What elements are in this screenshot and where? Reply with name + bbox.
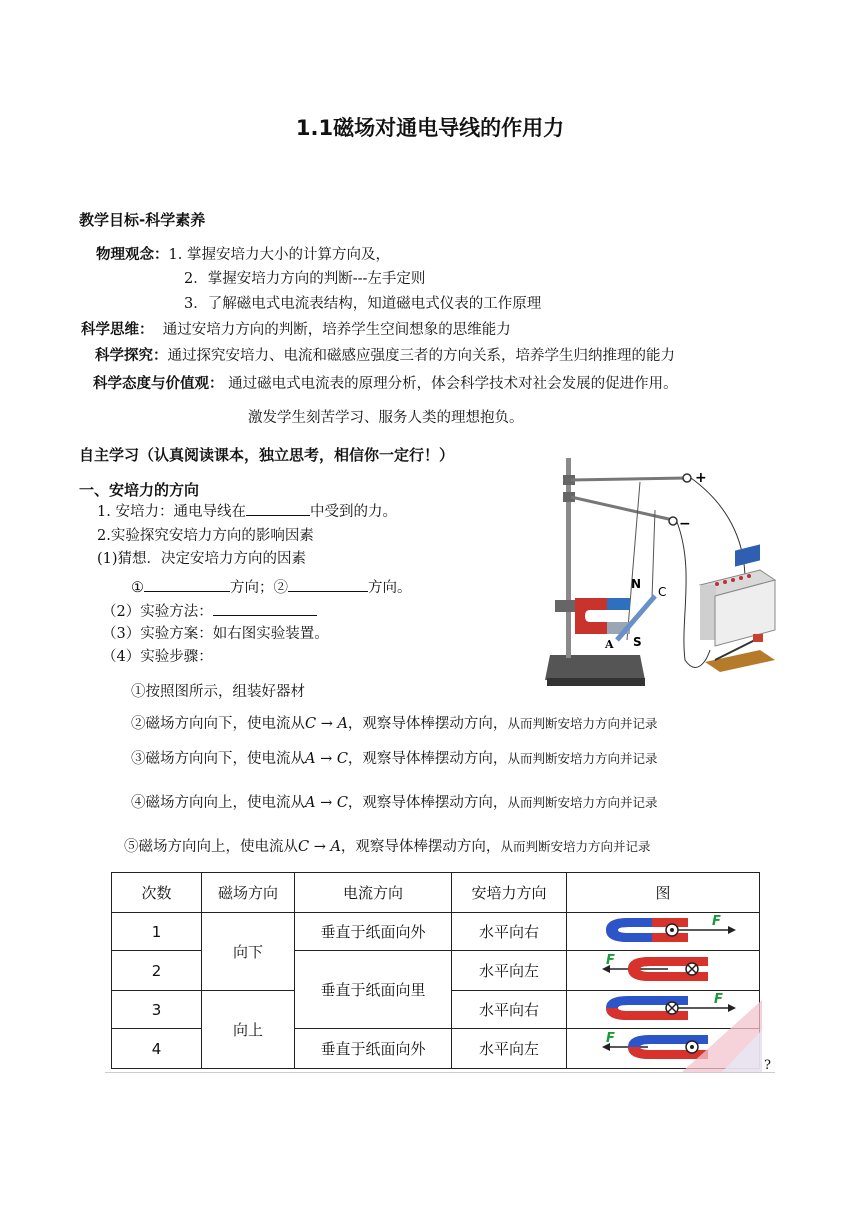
question-2-2 xyxy=(102,600,317,621)
minus-sign: − xyxy=(679,516,691,532)
question-1-text: 1. 安培力：通电导线在 xyxy=(97,504,246,520)
apparatus-figure xyxy=(545,450,790,690)
cell-field: 向上 xyxy=(202,991,295,1069)
step-3 xyxy=(131,747,657,768)
question-1-tail: 中受到的力。 xyxy=(309,504,397,520)
step-4 xyxy=(131,791,657,812)
step-5-tail: 从而判断安培力方向并记录 xyxy=(500,839,651,854)
table-header-row xyxy=(112,873,760,913)
header-current: 电流方向 xyxy=(295,873,452,913)
step-5-text: ⑤磁场方向向上，使电流从𝐶 → 𝐴，观察导体棒摆动方向， xyxy=(124,839,501,855)
terminal-minus xyxy=(669,517,677,525)
step-1-text: ①按照图所示，组装好器材 xyxy=(131,684,305,700)
cell-force: 水平向右 xyxy=(452,991,567,1029)
physics-item-2: 2．掌握安培力方向的判断---左手定则 xyxy=(184,271,426,287)
magnet-figure-1 xyxy=(588,914,738,946)
figure-cell-1 xyxy=(567,913,760,951)
cutoff-mark: ? xyxy=(764,1058,771,1073)
header-force: 安培力方向 xyxy=(452,873,567,913)
circle-1: ① xyxy=(131,580,144,596)
direction-label-2: 方向。 xyxy=(368,580,412,596)
cell-force: 水平向左 xyxy=(452,951,567,991)
blank-field[interactable] xyxy=(246,501,310,516)
question-2-3: （3）实验方案：如右图实验装置。 xyxy=(102,626,329,642)
cell-current: 垂直于纸面向外 xyxy=(295,913,452,951)
results-table xyxy=(111,872,760,1069)
force-label: F xyxy=(714,991,723,1007)
attitude-label: 科学态度与价值观： xyxy=(93,376,224,392)
physics-concept-line xyxy=(96,243,390,264)
question-2-1-blanks xyxy=(131,576,412,597)
question-2: 2.实验探究安培力方向的影响因素 xyxy=(97,528,314,544)
section-heading: 一、安培力的方向 xyxy=(79,481,200,499)
header-count: 次数 xyxy=(112,873,202,913)
attitude-text: 通过磁电式电流表的原理分析，体会科学技术对社会发展的促进作用。 xyxy=(228,376,678,392)
stand-base xyxy=(545,655,645,680)
attitude-continuation: 激发学生刻苦学习、服务人类的理想抱负。 xyxy=(248,410,524,426)
physics-item-1: 1. 掌握安培力大小的计算方向及， xyxy=(168,247,390,263)
question-2-1: (1)猜想．决定安培力方向的因素 xyxy=(97,551,307,567)
force-label: F xyxy=(712,913,721,929)
step-3-text: ③磁场方向向下，使电流从𝐴 → 𝐶，观察导体棒摆动方向， xyxy=(131,751,508,767)
cell-count: 4 xyxy=(112,1029,202,1069)
force-label: F xyxy=(606,952,615,968)
label-n: N xyxy=(631,577,642,591)
cell-count: 3 xyxy=(112,991,202,1029)
table-row xyxy=(112,913,760,951)
physics-label: 物理观念： xyxy=(96,247,169,263)
figure-cell-2 xyxy=(567,951,760,991)
blank-field-method[interactable] xyxy=(213,601,317,616)
step-2 xyxy=(131,712,657,733)
page-title: 1.1磁场对通电导线的作用力 xyxy=(295,116,565,140)
inquiry-label: 科学探究： xyxy=(95,348,168,364)
attitude-line xyxy=(93,372,678,393)
stand-rod xyxy=(566,458,571,658)
question-2-4: （4）实验步骤： xyxy=(102,649,213,665)
thinking-text: 通过安培力方向的判断，培养学生空间想象的思维能力 xyxy=(162,322,511,338)
cutoff-line xyxy=(105,1072,775,1073)
cell-count: 2 xyxy=(112,951,202,991)
step-1 xyxy=(131,680,305,701)
step-4-tail: 从而判断安培力方向并记录 xyxy=(507,795,658,810)
inquiry-line xyxy=(95,344,675,365)
step-4-text: ④磁场方向向上，使电流从𝐴 → 𝐶，观察导体棒摆动方向， xyxy=(131,795,508,811)
cell-field: 向下 xyxy=(202,913,295,991)
inquiry-text: 通过探究安培力、电流和磁感应强度三者的方向关系，培养学生归纳推理的能力 xyxy=(167,348,675,364)
cell-current: 垂直于纸面向里 xyxy=(295,951,452,1029)
self-study-heading: 自主学习（认真阅读课本，独立思考，相信你一定行！） xyxy=(79,446,455,464)
thinking-line xyxy=(81,318,511,339)
force-label: F xyxy=(606,1030,615,1046)
cell-force: 水平向右 xyxy=(452,913,567,951)
label-a: A xyxy=(605,638,614,651)
goals-heading: 教学目标-科学素养 xyxy=(79,211,206,229)
direction-label-1: 方向；② xyxy=(230,580,288,596)
cell-current: 垂直于纸面向外 xyxy=(295,1029,452,1069)
method-label: （2）实验方法： xyxy=(102,604,213,620)
header-field: 磁场方向 xyxy=(202,873,295,913)
thinking-label: 科学思维： xyxy=(81,322,154,338)
step-2-tail: 从而判断安培力方向并记录 xyxy=(507,716,658,731)
header-figure: 图 xyxy=(567,873,760,913)
cell-count: 1 xyxy=(112,913,202,951)
step-2-text: ②磁场方向向下，使电流从𝐶 → 𝐴，观察导体棒摆动方向， xyxy=(131,716,508,732)
label-s: S xyxy=(633,635,642,649)
blank-field-1[interactable] xyxy=(144,577,230,592)
physics-item-3: 3．了解磁电式电流表结构，知道磁电式仪表的工作原理 xyxy=(184,296,542,312)
blank-field-2[interactable] xyxy=(288,577,368,592)
battery xyxy=(700,544,775,646)
corner-decoration xyxy=(682,1000,762,1072)
question-1 xyxy=(97,500,397,521)
label-c: C xyxy=(658,585,667,599)
magnet-figure-2 xyxy=(588,953,738,985)
cell-force: 水平向左 xyxy=(452,1029,567,1069)
step-5 xyxy=(124,835,650,856)
terminal-plus xyxy=(683,474,691,482)
plus-sign: + xyxy=(695,470,707,486)
step-3-tail: 从而判断安培力方向并记录 xyxy=(507,751,658,766)
